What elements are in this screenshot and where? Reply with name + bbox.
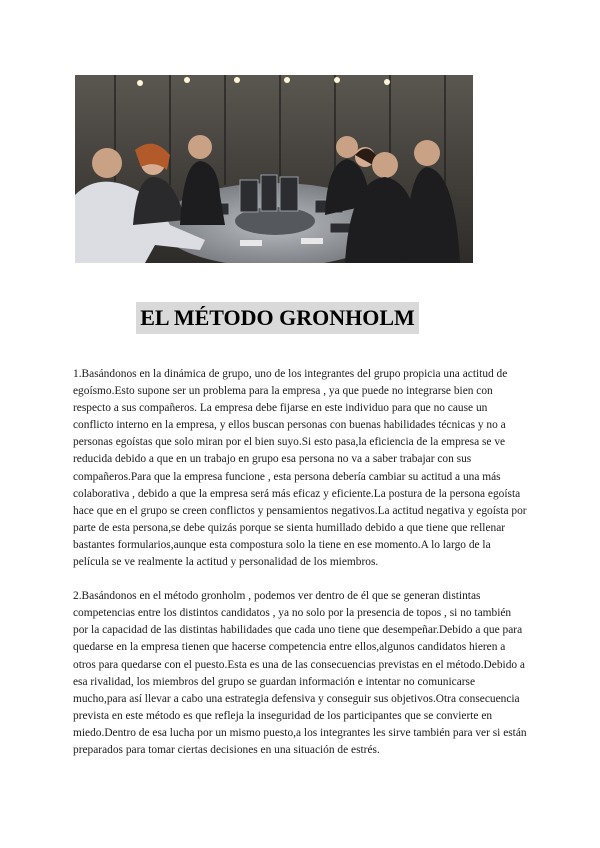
paragraph-2: 2.Basándonos en el método gronholm , podemos ver dentro de él que se generan distintas competencias entre los distintos candidatos , ya no solo por la presencia de topos , si no también por la capacidad de las distintas habilidades que cada uno tiene que desempeñar.Debido a que para quedarse en la empresa tienen que hacerse competencia entre ellos,algunos candidatos hieren a otros para quedarse con el puesto.Esta es una de las consecuencias previstas en el método.Debido a esa rivalidad, los miembros del grupo se guardan información e intentar no comunicarse mucho,para así llevar a cabo una estrategia defensiva y conseguir sus objetivos.Otra consecuencia prevista en este método es que refleja la inseguridad de los participantes que se convierte en miedo.Dentro de esa lucha por un mismo puesto,a los integrantes les sirve también para ver si están preparados para tomar ciertas decisiones en una situación de estrés. <box>73 590 527 756</box>
paragraph-1: 1.Basándonos en la dinámica de grupo, uno de los integrantes del grupo propicia una actitud de egoísmo.Esto supone ser un problema para la empresa , ya que puede no integrarse bien con respecto a sus compañeros. La empresa debe fijarse en este individuo para que no cause un conflicto interno en la empresa, y ellos buscan personas con buenas habilidades técnicas y no a personas egoístas que solo miran por el bien suyo.Si esto pasa,la eficiencia de la empresa se ve reducida debido a que en un trabajo en grupo esa persona no va a saber trabajar con sus compañeros.Para que la empresa funcione , esta persona debería cambiar su actitud a una más colaborativa , debido a que la empresa será más eficaz y eficiente.La postura de la persona egoísta hace que en el grupo se creen conflictos y pensamientos negativos.La actitud negativa y egoísta por parte de esta persona,se debe quizás porque se sienta humillado debido a que tiene que rellenar bastantes formularios,aunque esta compostura solo la tiene en ese momento.A lo largo de la película se ve realmente la actitud y personalidad de los miembros. <box>73 368 527 569</box>
movie-still-photo <box>75 75 473 263</box>
meeting-photo-icon <box>75 75 473 263</box>
document-title: EL MÉTODO GRONHOLM <box>136 302 419 334</box>
title-container <box>0 302 600 334</box>
document-body <box>73 366 527 776</box>
